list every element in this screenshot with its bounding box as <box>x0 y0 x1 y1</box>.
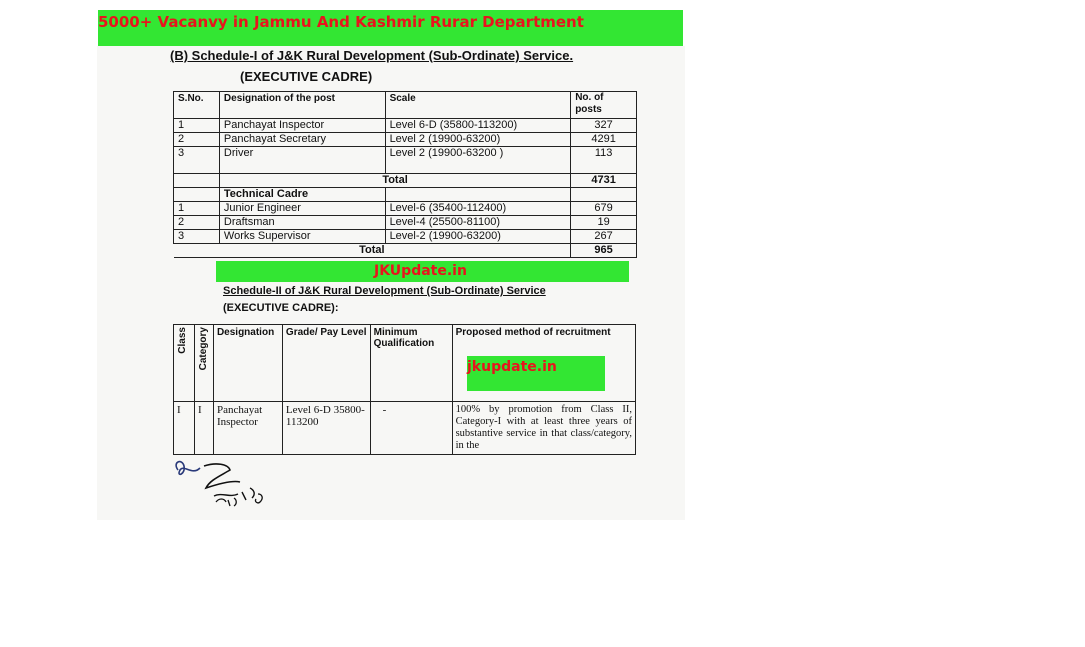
cell-posts: 19 <box>571 216 637 230</box>
table-row <box>174 230 637 244</box>
cell-sno: 1 <box>174 119 220 133</box>
table-row <box>174 216 637 230</box>
col-header-class: Class <box>177 327 188 354</box>
schedule2-cadre: (EXECUTIVE CADRE): <box>223 302 339 314</box>
cell-qualification: - <box>370 402 452 455</box>
signature-icon <box>170 458 270 510</box>
total-row <box>174 244 637 258</box>
cell-scale: Level-4 (25500-81100) <box>385 216 571 230</box>
cell-post: Works Supervisor <box>219 230 385 244</box>
watermark-banner <box>216 261 629 282</box>
cell-sno: 1 <box>174 202 220 216</box>
cell-posts: 327 <box>571 119 637 133</box>
col-header-designation: Designation <box>213 325 282 402</box>
cell-scale: Level-2 (19900-63200) <box>385 230 571 244</box>
cell-method: 100% by promotion from Class II, Category-I with at least three years of substantive service in that class/category, in the <box>452 402 635 455</box>
cell-scale: Level 2 (19900-63200 ) <box>385 147 571 174</box>
table-header-row <box>174 92 637 119</box>
total-label: Total <box>219 174 570 188</box>
col-header-method: Proposed method of recruitment <box>452 325 635 402</box>
col-header-grade: Grade/ Pay Level <box>282 325 370 402</box>
total-row <box>174 174 637 188</box>
cell-sno: 3 <box>174 147 220 174</box>
cell-posts: 113 <box>571 147 637 174</box>
col-header-scale: Scale <box>385 92 571 119</box>
cell-sno: 2 <box>174 133 220 147</box>
cell-posts: 267 <box>571 230 637 244</box>
col-header-sno: S.No. <box>174 92 220 119</box>
col-header-designation: Designation of the post <box>219 92 385 119</box>
schedule2-heading: Schedule-II of J&K Rural Development (Sub-Ordinate) Service <box>223 285 546 297</box>
cell-designation: Panchayat Inspector <box>213 402 282 455</box>
total-label: Total <box>174 244 571 258</box>
table-row <box>174 147 637 174</box>
cell-post: Junior Engineer <box>219 202 385 216</box>
cell-sno: 3 <box>174 230 220 244</box>
cell-posts: 679 <box>571 202 637 216</box>
cell-scale: Level 6-D (35800-113200) <box>385 119 571 133</box>
watermark-text-2: jkupdate.in <box>467 359 557 375</box>
technical-cadre-heading: Technical Cadre <box>219 188 385 202</box>
col-header-category: Category <box>197 327 209 371</box>
total-value: 965 <box>571 244 637 258</box>
cell-post: Driver <box>219 147 385 174</box>
cell-post: Panchayat Secretary <box>219 133 385 147</box>
schedule1-heading: (B) Schedule-I of J&K Rural Development (Sub-Ordinate) Service. <box>170 48 574 63</box>
cell-class: I <box>174 402 195 455</box>
watermark-text: JKUpdate.in <box>374 263 467 279</box>
cell-category: I <box>194 402 213 455</box>
table-row <box>174 133 637 147</box>
total-value: 4731 <box>571 174 637 188</box>
schedule1-table <box>173 91 637 258</box>
table-row <box>174 402 636 455</box>
table-row <box>174 202 637 216</box>
schedule1-cadre: (EXECUTIVE CADRE) <box>240 69 373 84</box>
banner-title: 5000+ Vacanvy in Jammu And Kashmir Rurar Department <box>98 13 584 31</box>
cell-post: Draftsman <box>219 216 385 230</box>
cell-post: Panchayat Inspector <box>219 119 385 133</box>
title-banner <box>98 10 683 46</box>
cell-scale: Level-6 (35400-112400) <box>385 202 571 216</box>
cell-grade: Level 6-D 35800-113200 <box>282 402 370 455</box>
section-row <box>174 188 637 202</box>
cell-sno: 2 <box>174 216 220 230</box>
watermark-banner-2 <box>467 356 605 391</box>
cell-posts: 4291 <box>571 133 637 147</box>
cell-scale: Level 2 (19900-63200) <box>385 133 571 147</box>
col-header-qualification: Minimum Qualification <box>370 325 452 402</box>
col-header-posts: No. of posts <box>571 92 637 119</box>
table-row <box>174 119 637 133</box>
